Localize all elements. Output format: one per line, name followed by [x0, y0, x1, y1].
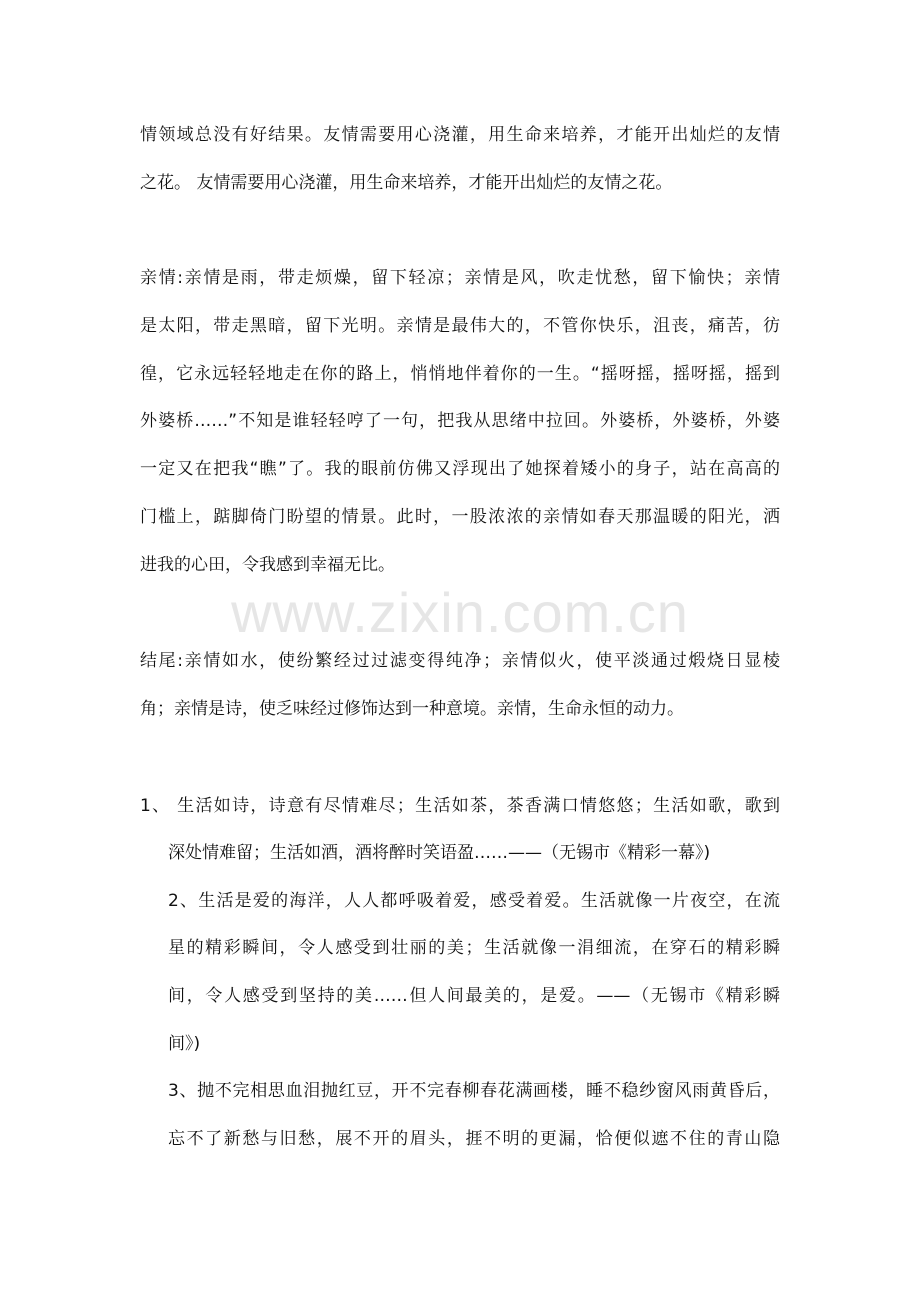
- text-line: 亲情:亲情是雨，带走烦燥，留下轻凉；亲情是风，吹走忧愁，留下愉快；亲情: [140, 268, 780, 288]
- text-line: 间》): [168, 1034, 201, 1054]
- text-line: 一定又在把我“瞧”了。我的眼前仿佛又浮现出了她探着矮小的身子，站在高高的: [140, 459, 780, 479]
- text-line: 忘不了新愁与旧愁，展不开的眉头，捱不明的更漏，恰便似遮不住的青山隐: [168, 1129, 780, 1149]
- text-line: 徨，它永远轻轻地走在你的路上，悄悄地伴着你的一生。“摇呀摇，摇呀摇，摇到: [140, 364, 780, 384]
- text-line: 3、抛不完相思血泪抛红豆，开不完春柳春花满画楼，睡不稳纱窗风雨黄昏后，: [168, 1081, 780, 1101]
- text-line: 是太阳，带走黑暗，留下光明。亲情是最伟大的，不管你快乐，沮丧，痛苦，彷: [140, 316, 780, 336]
- text-line: 星的精彩瞬间，令人感受到壮丽的美；生活就像一涓细流，在穿石的精彩瞬: [168, 938, 780, 958]
- watermark: www.zixin.com.cn: [231, 581, 689, 644]
- text-line: 门槛上，踮脚倚门盼望的情景。此时，一股浓浓的亲情如春天那温暖的阳光，洒: [140, 507, 780, 527]
- text-line: 之花。 友情需要用心浇灌，用生命来培养，才能开出灿烂的友情之花。: [140, 173, 673, 193]
- text-line: 外婆桥……”不知是谁轻轻哼了一句，把我从思绪中拉回。外婆桥，外婆桥，外婆: [140, 411, 780, 431]
- text-line: 深处情难留；生活如酒，酒将醉时笑语盈……——（无锡市《精彩一幕》): [168, 843, 711, 863]
- text-line: 角；亲情是诗，使乏味经过修饰达到一种意境。亲情，生命永恒的动力。: [140, 699, 684, 719]
- text-line: 情领域总没有好结果。友情需要用心浇灌，用生命来培养，才能开出灿烂的友情: [140, 125, 780, 145]
- text-line: 结尾:亲情如水，使纷繁经过过滤变得纯净；亲情似火，使平淡通过煅烧日显棱: [140, 651, 780, 671]
- text-line: 间，令人感受到坚持的美……但人间最美的，是爱。——（无锡市《精彩瞬: [168, 986, 780, 1006]
- text-line: 1、 生活如诗，诗意有尽情难尽；生活如茶，茶香满口情悠悠；生活如歌，歌到: [140, 796, 780, 816]
- text-line: 2、生活是爱的海洋，人人都呼吸着爱，感受着爱。生活就像一片夜空，在流: [168, 891, 780, 911]
- text-line: 进我的心田，令我感到幸福无比。: [140, 555, 395, 575]
